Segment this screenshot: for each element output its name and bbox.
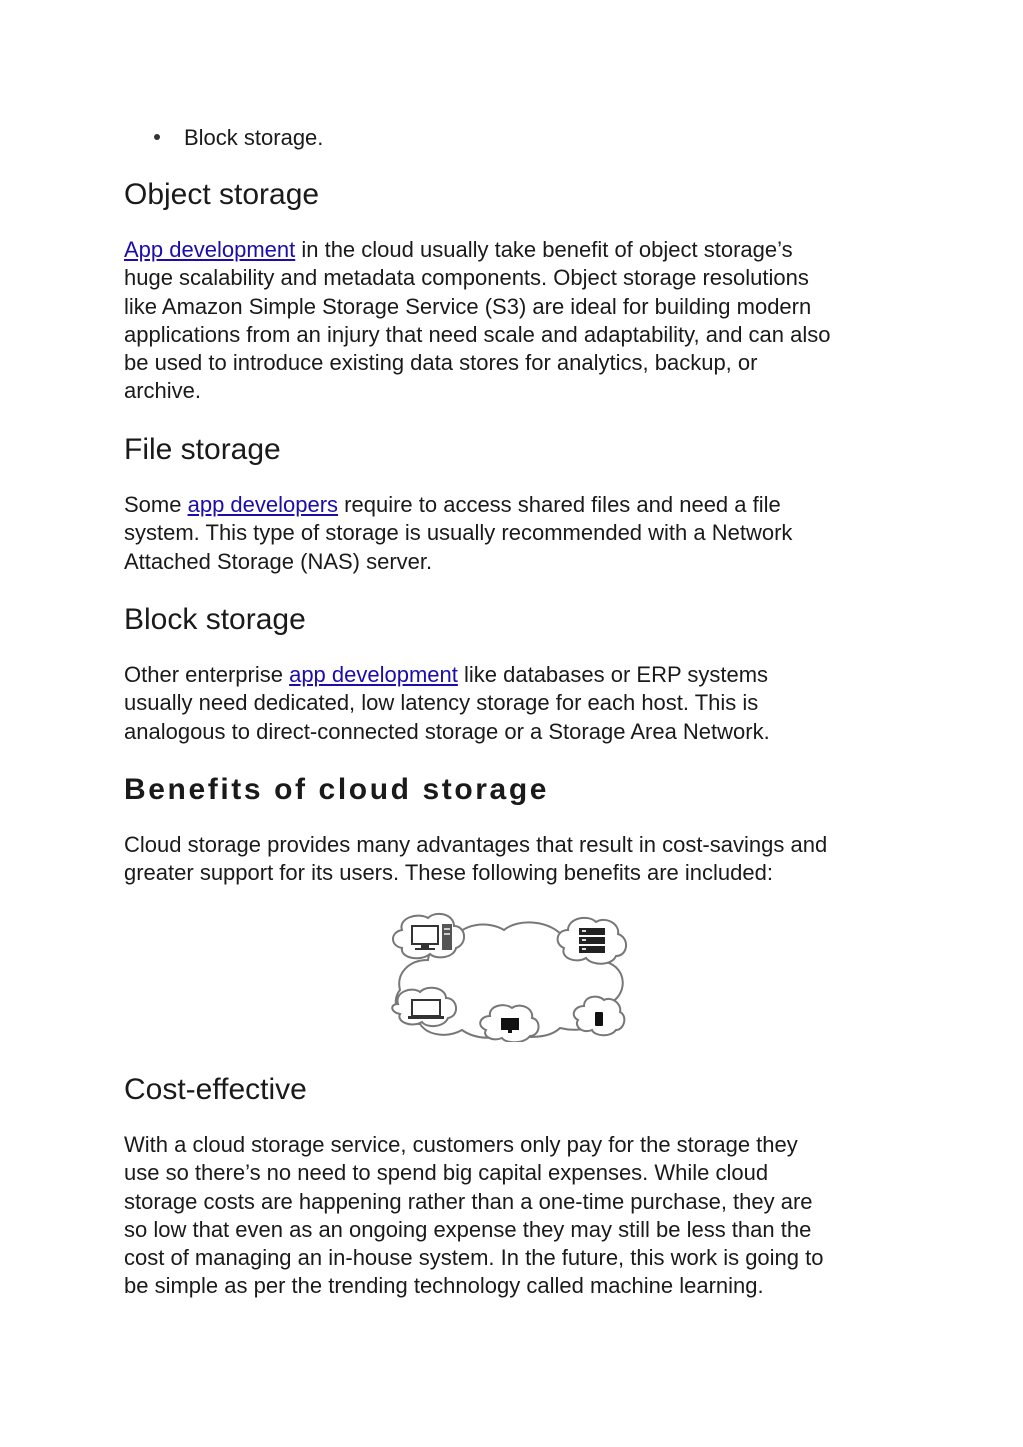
mobile-phone-icon	[595, 1012, 603, 1026]
text-line: cost of managing an in-house system. In the future, this work is going to	[124, 1245, 824, 1271]
cloud-diagram	[388, 912, 632, 1042]
text-line: require to access shared files and need a file	[338, 492, 781, 517]
text-line: Cloud storage provides many advantages that result in cost-savings and	[124, 832, 828, 857]
text-line: be simple as per the trending technology called machine learning.	[124, 1273, 764, 1299]
text-line: greater support for its users. These following benefits are included:	[124, 860, 773, 886]
bullet-dot	[154, 134, 160, 140]
text-line: like databases or ERP systems	[457, 662, 769, 687]
heading-benefits-of-cloud-storage: Benefits of cloud storage	[124, 773, 550, 806]
text-line: Other enterprise	[124, 662, 290, 687]
paragraph-file-storage	[124, 491, 914, 576]
paragraph-benefits	[124, 831, 914, 888]
text-line: usually need dedicated, low latency storage for each host. This is	[124, 690, 759, 716]
text-line: applications from an injury that need scale and adaptability, and can also	[124, 321, 831, 347]
text-line: use so there’s no need to spend big capital expenses. While cloud	[124, 1160, 769, 1186]
text-line: archive.	[124, 378, 202, 404]
text-line: storage costs are happening rather than a one-time purchase, they are	[124, 1188, 813, 1214]
text-line: huge scalability and metadata components. Object storage resolutions	[124, 265, 809, 291]
link-app-development-2[interactable]: app development	[289, 662, 458, 687]
heading-cost-effective: Cost-effective	[124, 1073, 307, 1106]
paragraph-block-storage	[124, 661, 914, 746]
text-line: With a cloud storage service, customers only pay for the storage they	[124, 1132, 798, 1157]
text-line: in the cloud usually take benefit of object storage’s	[295, 237, 793, 262]
link-app-development[interactable]: App development	[124, 237, 296, 262]
heading-object-storage: Object storage	[124, 178, 320, 211]
laptop-icon	[408, 1000, 444, 1019]
heading-block-storage: Block storage	[124, 603, 306, 636]
heading-file-storage: File storage	[124, 433, 281, 466]
text-line: Attached Storage (NAS) server.	[124, 548, 433, 574]
bullet-text: Block storage.	[184, 125, 324, 150]
text-line: analogous to direct-connected storage or a Storage Area Network.	[124, 718, 770, 744]
text-line: system. This type of storage is usually recommended with a Network	[124, 520, 793, 546]
paragraph-cost-effective	[124, 1131, 914, 1301]
server-rack-icon	[579, 928, 605, 953]
text-line: be used to introduce existing data stores for analytics, backup, or	[124, 350, 758, 376]
text-line: like Amazon Simple Storage Service (S3) are ideal for building modern	[124, 293, 812, 319]
cloud-storage-illustration	[388, 912, 632, 1042]
text-line: Some	[124, 492, 188, 517]
paragraph-object-storage	[124, 236, 914, 406]
bullet-item-block-storage	[154, 124, 323, 152]
text-line: so low that even as an ongoing expense they may still be less than the	[124, 1216, 812, 1242]
link-app-developers[interactable]: app developers	[187, 492, 339, 517]
